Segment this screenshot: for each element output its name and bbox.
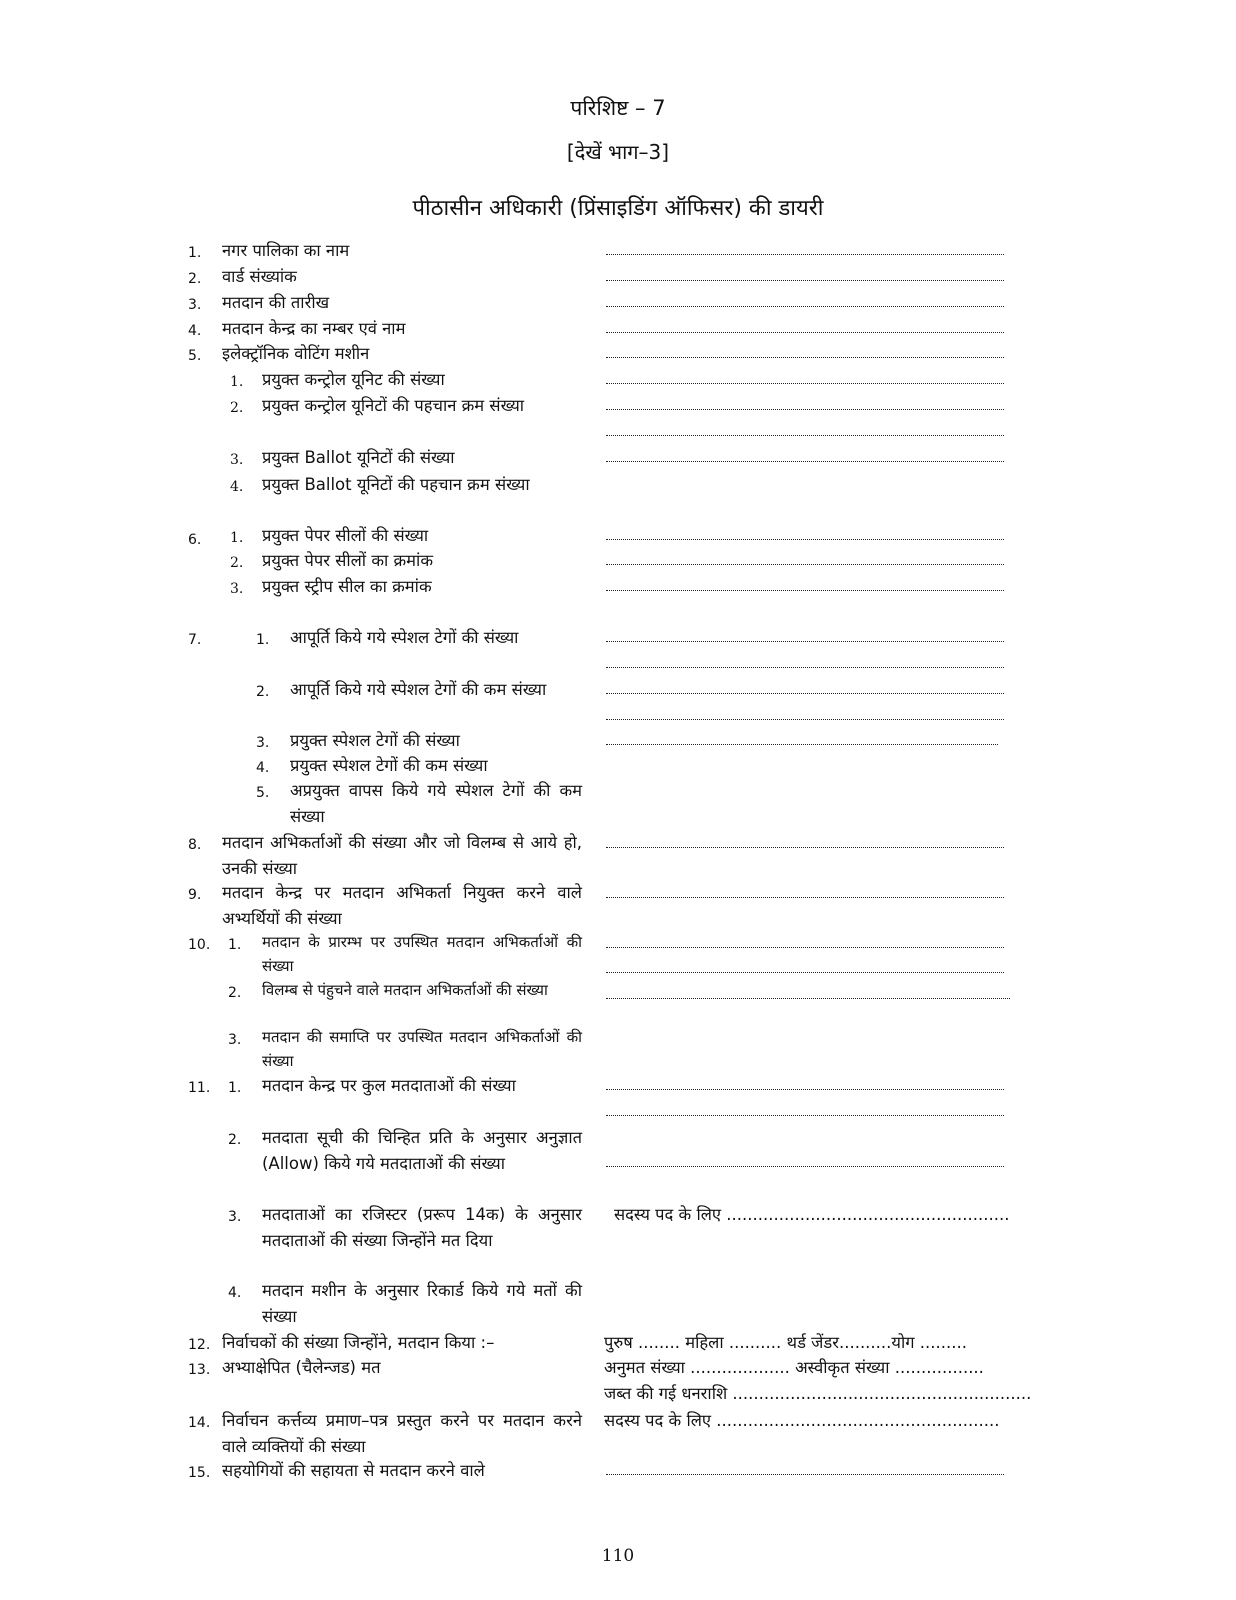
item-7-5-number: 5. xyxy=(256,785,270,801)
item-11-1-number: 1. xyxy=(228,1080,242,1096)
item-14-number: 14. xyxy=(188,1415,211,1431)
item-6-1-number: 1. xyxy=(230,530,244,546)
blank-line-5-2b[interactable] xyxy=(606,433,1004,436)
item-15-label: सहयोगियों की सहायता से मतदान करने वाले xyxy=(222,1461,485,1480)
item-10-3-number: 3. xyxy=(228,1032,242,1048)
blank-line-7-2a[interactable] xyxy=(606,691,1004,694)
blank-line-5-1[interactable] xyxy=(606,381,1004,384)
item-7-3-label: प्रयुक्त स्पेशल टेगों की संख्या xyxy=(290,731,460,750)
item-3-label: मतदान की तारीख xyxy=(222,293,330,312)
item-8-label: मतदान अभिकर्ताओं की संख्या और जो विलम्ब से आये हो, उनकी संख्या xyxy=(222,833,582,878)
item-11-2-number: 2. xyxy=(228,1132,242,1148)
item-11-4-label: मतदान मशीन के अनुसार रिकार्ड किये गये मतों की संख्या xyxy=(262,1281,582,1326)
blank-line-10-1b[interactable] xyxy=(606,970,1004,973)
blank-line-2[interactable] xyxy=(606,278,1004,281)
item-15-number: 15. xyxy=(188,1465,211,1481)
member-post-field-14[interactable]: सदस्य पद के लिए ...................................................... xyxy=(604,1411,1000,1430)
blank-line-3[interactable] xyxy=(606,304,1004,307)
item-11-2-label: मतदाता सूची की चिन्हित प्रति के अनुसार अनुज्ञात (Allow) किये गये मतदाताओं की संख्या xyxy=(262,1128,582,1173)
item-9-label: मतदान केन्द्र पर मतदान अभिकर्ता नियुक्त करने वाले अभ्यर्थियों की संख्या xyxy=(222,883,582,928)
section-reference: [देखें भाग–3] xyxy=(566,140,670,164)
item-12-label: निर्वाचकों की संख्या जिन्होंने, मतदान किया :– xyxy=(222,1333,495,1352)
item-10-3-label: मतदान की समाप्ति पर उपस्थित मतदान अभिकर्ताओं की संख्या xyxy=(262,1028,582,1070)
item-6-2-number: 2. xyxy=(230,555,244,571)
blank-line-7-1b[interactable] xyxy=(606,665,1004,668)
item-7-4-label: प्रयुक्त स्पेशल टेगों की कम संख्या xyxy=(290,756,488,775)
document-heading: पीठासीन अधिकारी (प्रिंसाइडिंग ऑफिसर) की डायरी xyxy=(412,196,824,221)
blank-line-15[interactable] xyxy=(606,1472,1004,1475)
item-5-2-number: 2. xyxy=(230,400,244,416)
blank-line-11-2[interactable] xyxy=(606,1164,1004,1167)
item-7-5-label: अप्रयुक्त वापस किये गये स्पेशल टेगों की कम संख्या xyxy=(290,781,582,826)
blank-line-5[interactable] xyxy=(606,355,1004,358)
blank-line-7-3[interactable] xyxy=(606,742,998,745)
item-10-1-label: मतदान के प्रारम्भ पर उपस्थित मतदान अभिकर्ताओं की संख्या xyxy=(262,933,582,975)
member-post-field-11-3[interactable]: सदस्य पद के लिए ...................................................... xyxy=(614,1205,1010,1224)
blank-line-6-1[interactable] xyxy=(606,537,1004,540)
item-7-4-number: 4. xyxy=(256,760,270,776)
blank-line-10-2[interactable] xyxy=(606,996,1010,999)
page-number: 110 xyxy=(601,1546,635,1566)
item-12-number: 12. xyxy=(188,1337,211,1353)
item-2-number: 2. xyxy=(188,271,202,287)
item-11-3-label: मतदाताओं का रजिस्टर (प्ररूप 14क) के अनुसार मतदाताओं की संख्या जिन्होंने मत दिया xyxy=(262,1205,582,1250)
item-10-1-number: 1. xyxy=(228,937,242,953)
item-7-1-label: आपूर्ति किये गये स्पेशल टेगों की संख्या xyxy=(290,628,519,647)
item-7-number: 7. xyxy=(188,632,202,648)
item-7-2-number: 2. xyxy=(256,684,270,700)
item-11-3-number: 3. xyxy=(228,1209,242,1225)
item-5-4-number: 4. xyxy=(230,479,244,495)
item-2-label: वार्ड संख्यांक xyxy=(222,267,297,286)
item-7-1-number: 1. xyxy=(256,632,270,648)
voters-gender-breakdown[interactable]: पुरुष ........ महिला .......... थर्ड जेंडर..........योग ......... xyxy=(604,1333,967,1352)
item-7-3-number: 3. xyxy=(256,735,270,751)
item-4-label: मतदान केन्द्र का नम्बर एवं नाम xyxy=(222,319,406,338)
item-5-2-label: प्रयुक्त कन्ट्रोल यूनिटों की पहचान क्रम संख्या xyxy=(262,396,525,415)
blank-line-5-2a[interactable] xyxy=(606,407,1004,410)
blank-line-1[interactable] xyxy=(606,252,1004,255)
item-6-1-label: प्रयुक्त पेपर सीलों की संख्या xyxy=(262,526,429,545)
blank-line-10-1a[interactable] xyxy=(606,945,1004,948)
item-4-number: 4. xyxy=(188,323,202,339)
item-9-number: 9. xyxy=(188,887,202,903)
blank-line-5-3[interactable] xyxy=(606,459,1004,462)
blank-line-11-1a[interactable] xyxy=(606,1087,1004,1090)
item-5-4-label: प्रयुक्त Ballot यूनिटों की पहचान क्रम संख्या xyxy=(262,475,530,494)
item-5-3-label: प्रयुक्त Ballot यूनिटों की संख्या xyxy=(262,448,455,467)
item-10-number: 10. xyxy=(188,937,211,953)
blank-line-11-1b[interactable] xyxy=(606,1113,1004,1116)
item-5-1-number: 1. xyxy=(230,374,244,390)
item-10-2-number: 2. xyxy=(228,985,242,1001)
blank-line-6-3[interactable] xyxy=(606,588,1004,591)
item-1-label: नगर पालिका का नाम xyxy=(222,241,350,260)
item-10-2-label: विलम्ब से पंहुचने वाले मतदान अभिकर्ताओं की संख्या xyxy=(262,981,548,999)
blank-line-6-2[interactable] xyxy=(606,562,1004,565)
item-5-label: इलेक्ट्रॉनिक वोटिंग मशीन xyxy=(222,344,370,363)
blank-line-7-2b[interactable] xyxy=(606,717,1004,720)
item-14-label: निर्वाचन कर्त्तव्य प्रमाण–पत्र प्रस्तुत करने पर मतदान करने वाले व्यक्तियों की संख्या xyxy=(222,1411,582,1456)
item-11-number: 11. xyxy=(188,1080,211,1096)
item-5-number: 5. xyxy=(188,348,202,364)
blank-line-9[interactable] xyxy=(606,895,1004,898)
item-11-4-number: 4. xyxy=(228,1285,242,1301)
item-6-3-number: 3. xyxy=(230,581,244,597)
blank-line-7-1a[interactable] xyxy=(606,639,1004,642)
item-6-2-label: प्रयुक्त पेपर सीलों का क्रमांक xyxy=(262,551,433,570)
blank-line-8[interactable] xyxy=(606,845,1004,848)
item-1-number: 1. xyxy=(188,245,202,261)
item-5-3-number: 3. xyxy=(230,452,244,468)
item-11-1-label: मतदान केन्द्र पर कुल मतदाताओं की संख्या xyxy=(262,1076,516,1095)
item-6-number: 6. xyxy=(188,532,202,548)
item-5-1-label: प्रयुक्त कन्ट्रोल यूनिट की संख्या xyxy=(262,370,445,389)
item-3-number: 3. xyxy=(188,297,202,313)
forfeited-amount[interactable]: जब्त की गई धनराशि ......................................................... xyxy=(604,1384,1032,1403)
item-13-number: 13. xyxy=(188,1362,211,1378)
challenged-votes-counts[interactable]: अनुमत संख्या ................... अस्वीकृत संख्या ................. xyxy=(604,1358,984,1377)
appendix-title: परिशिष्ट – 7 xyxy=(570,96,666,120)
item-6-3-label: प्रयुक्त स्ट्रीप सील का क्रमांक xyxy=(262,577,432,596)
blank-line-4[interactable] xyxy=(606,330,1004,333)
item-13-label: अभ्याक्षेपित (चैलेन्जड) मत xyxy=(222,1358,381,1377)
item-7-2-label: आपूर्ति किये गये स्पेशल टेगों की कम संख्या xyxy=(290,680,547,699)
item-8-number: 8. xyxy=(188,837,202,853)
